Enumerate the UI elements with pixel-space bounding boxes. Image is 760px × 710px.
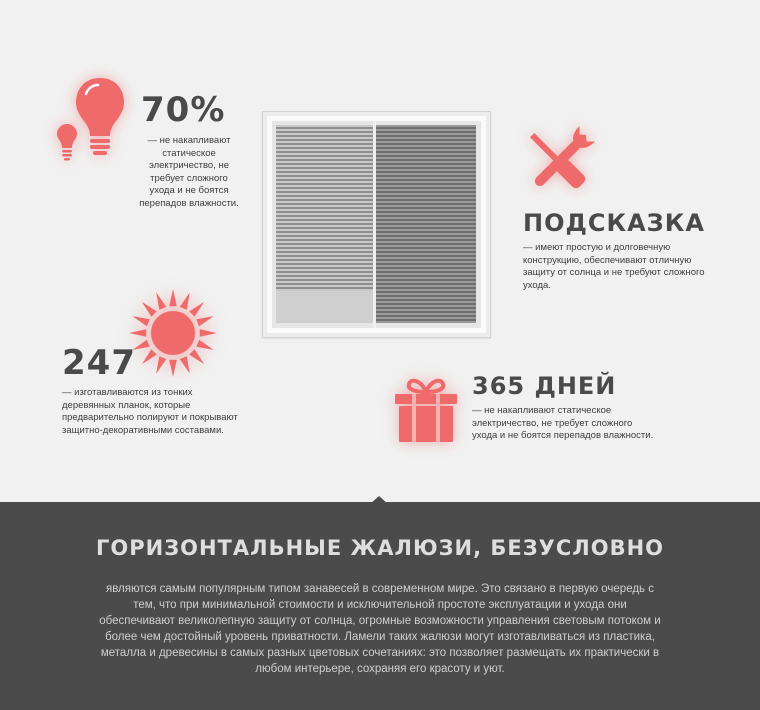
blind-slat xyxy=(376,131,476,133)
blind-slat xyxy=(276,183,373,185)
blind-slat xyxy=(276,215,373,217)
blind-slat xyxy=(376,319,476,321)
blind-slat xyxy=(376,247,476,249)
blind-slat xyxy=(376,295,476,297)
blind-slat xyxy=(276,139,373,141)
blind-slat xyxy=(276,175,373,177)
blind-slat xyxy=(376,239,476,241)
days-description: — не накапливают статическое электричество, не требует сложного ухода и не боятся перепадов влажности. xyxy=(472,405,654,441)
blind-slat xyxy=(276,255,373,257)
sun-ray xyxy=(156,356,166,373)
sun-ray xyxy=(129,329,146,337)
sun-ray xyxy=(142,302,157,317)
sun-ray xyxy=(196,316,213,326)
days-title: 365 ДНЕЙ xyxy=(472,372,617,400)
blind-slat xyxy=(276,151,373,153)
blind-slat xyxy=(276,207,373,209)
wrench-screwdriver-icon xyxy=(518,124,600,200)
stat-70-description: — не накапливают статическое электричество, не требует сложного ухода и не боятся перепадов влажности. xyxy=(139,135,239,209)
blind-slat xyxy=(376,167,476,169)
sun-ray xyxy=(196,340,213,350)
blind-slat xyxy=(276,187,373,189)
blind-slat xyxy=(376,219,476,221)
blind-slat xyxy=(376,227,476,229)
blind-slat xyxy=(376,303,476,305)
blind-slat xyxy=(376,199,476,201)
blinds-illustration xyxy=(272,121,481,328)
blind-slat xyxy=(376,183,476,185)
sun-ray xyxy=(132,316,149,326)
window-blinds-image xyxy=(262,111,491,338)
blind-slat xyxy=(276,275,373,277)
sun-ray xyxy=(169,360,177,377)
blind-slat xyxy=(376,151,476,153)
blind-slat xyxy=(376,287,476,289)
blind-slat xyxy=(376,279,476,281)
blind-slat xyxy=(376,311,476,313)
blind-slat xyxy=(376,187,476,189)
blind-slat xyxy=(376,215,476,217)
blind-slat xyxy=(276,171,373,173)
blind-slat xyxy=(376,223,476,225)
blind-slat xyxy=(276,227,373,229)
blind-slat xyxy=(276,219,373,221)
blind-slat xyxy=(376,231,476,233)
blind-slat xyxy=(276,135,373,137)
blind-slat xyxy=(276,191,373,193)
blind-slat xyxy=(376,251,476,253)
blind-slat xyxy=(276,235,373,237)
blind-slat xyxy=(376,263,476,265)
blind-slat xyxy=(376,147,476,149)
blind-slat xyxy=(276,251,373,253)
sun-ray xyxy=(180,292,190,309)
blind-slat xyxy=(276,167,373,169)
sun-ray xyxy=(180,356,190,373)
blind-slat xyxy=(376,139,476,141)
blind-slat xyxy=(376,191,476,193)
blind-slat xyxy=(276,179,373,181)
tip-title: ПОДСКАЗКА xyxy=(523,209,705,237)
stat-247: 247 xyxy=(62,343,136,383)
blind-slat xyxy=(376,175,476,177)
blind-slat xyxy=(276,287,373,289)
blind-slat xyxy=(276,263,373,265)
gift-icon xyxy=(391,374,461,444)
blind-slat xyxy=(376,195,476,197)
blind-slat xyxy=(376,171,476,173)
stat-70-percent: 70% xyxy=(141,90,226,130)
blind-slat xyxy=(276,267,373,269)
blind-slat xyxy=(276,147,373,149)
blind-slat xyxy=(276,203,373,205)
stat-247-description: — изготавливаются из тонких деревянных планок, которые предварительно полируют и покрывают защитно-декоративными составами. xyxy=(62,387,238,436)
blind-slat xyxy=(276,243,373,245)
blind-slat xyxy=(276,155,373,157)
band-text: являются самым популярным типом занавесей в современном мире. Это связано в первую очередь с тем, что при минимальной стоимости и исключительной простоте эксплуатации и ухода они обеспечивают великолепную защиту от солнца, огромные возможности управления световым потоком и более чем достойный уровень приватности. Ламели таких жалюзи могут изготавливаться из пластика, металла и древесины в самых разных цветовых сочетаниях: это позволяет размещать их практически в любом интерьере, сохраняя его красоту и уют. xyxy=(99,583,661,675)
blind-slat xyxy=(376,259,476,261)
blind-slat xyxy=(376,155,476,157)
blind-slat xyxy=(376,163,476,165)
blind-slat xyxy=(276,163,373,165)
blind-slat xyxy=(276,211,373,213)
sun-ray xyxy=(189,349,204,364)
blind-slat xyxy=(376,307,476,309)
blind-slat xyxy=(276,199,373,201)
blind-slat xyxy=(376,267,476,269)
sun-ray xyxy=(142,349,157,364)
blind-slat xyxy=(376,291,476,293)
blind-slat xyxy=(276,247,373,249)
blind-slat xyxy=(376,203,476,205)
blind-slat xyxy=(276,223,373,225)
blind-slat xyxy=(276,279,373,281)
blind-slat xyxy=(376,255,476,257)
blind-slat xyxy=(276,239,373,241)
sun-icon xyxy=(127,287,219,379)
blind-slat xyxy=(376,299,476,301)
sun-ray xyxy=(169,289,177,306)
blind-slat xyxy=(276,231,373,233)
lightbulb-icon xyxy=(52,74,132,164)
blind-slat xyxy=(276,127,373,129)
sun-ray xyxy=(189,302,204,317)
sun-ray xyxy=(156,292,166,309)
blind-slat xyxy=(276,159,373,161)
blind-slat xyxy=(276,283,373,285)
blind-slat xyxy=(376,211,476,213)
blind-slat xyxy=(376,135,476,137)
blind-slat xyxy=(376,207,476,209)
blind-slat xyxy=(276,259,373,261)
blind-slat xyxy=(276,131,373,133)
sun-ray xyxy=(200,329,217,337)
blind-slat xyxy=(376,159,476,161)
blind-slat xyxy=(276,143,373,145)
blind-slat xyxy=(376,271,476,273)
blind-slat xyxy=(376,275,476,277)
blind-slat xyxy=(276,195,373,197)
blind-slat xyxy=(276,271,373,273)
blind-slat xyxy=(376,127,476,129)
band-title: ГОРИЗОНТАЛЬНЫЕ ЖАЛЮЗИ, БЕЗУСЛОВНО xyxy=(96,536,664,560)
blind-slat xyxy=(376,143,476,145)
blind-slat xyxy=(376,243,476,245)
tip-description: — имеют простую и долговечную конструкцию, обеспечивают отличную защиту от солнца и не требуют сложного ухода. xyxy=(523,242,705,291)
blind-slat xyxy=(376,315,476,317)
blind-slat xyxy=(376,179,476,181)
blind-slat xyxy=(376,283,476,285)
blind-slat xyxy=(376,235,476,237)
